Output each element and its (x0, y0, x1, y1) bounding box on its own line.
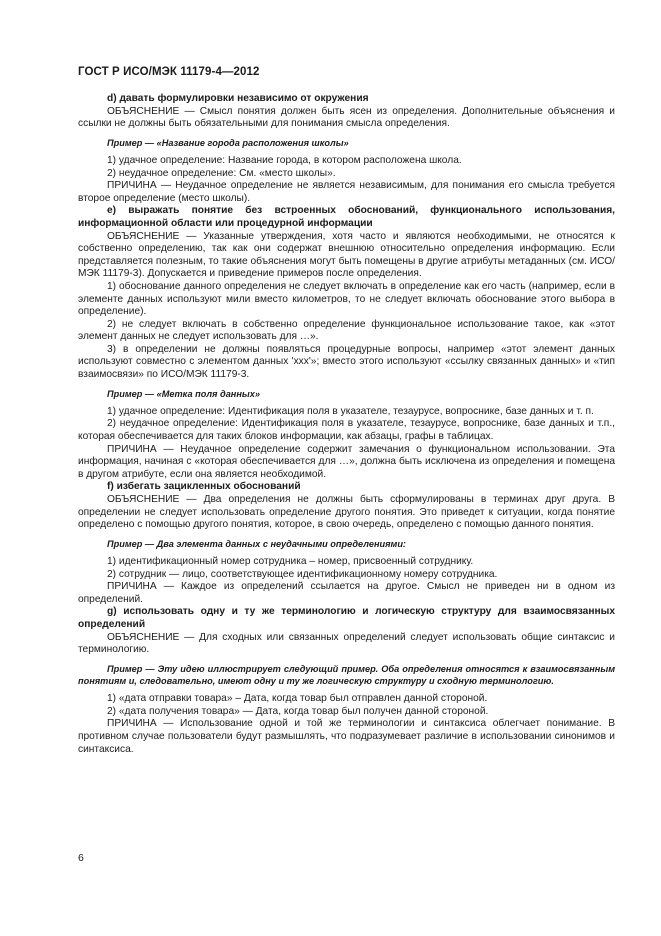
paragraph: 1) удачное определение: Идентификация поля в указателе, тезаурусе, вопроснике, базе данных и т. п. (107, 405, 594, 417)
paragraph: 2) неудачное определение: Идентификация поля в указателе, тезаурусе, вопроснике, базе данных и т.п., которая обеспечивается для таких блоков информации, как абзацы, графы в таблицах. (78, 418, 615, 443)
example-heading: Пример — «Название города расположения школы» (107, 137, 349, 148)
paragraph: ПРИЧИНА — Использование одной и той же терминологии и синтаксиса облегчает понимание. В противном случае пользователи будут размышлять, что подразумевает различие в использовании синонимов и синтаксиса. (78, 718, 615, 755)
paragraph: ОБЪЯСНЕНИЕ — Указанные утверждения, хотя часто и являются необходимыми, не относятся к собственно определению, так как они содержат внешнюю относительно определения информацию. Если представляется полезным, то такие объяснения могут быть помещены в другие атрибуты метаданных (см. ИСО/МЭК 11179-3). Допускается и приведение примеров после определения. (78, 230, 615, 280)
rule-heading: g) использовать одну и ту же терминологию и логическую структуру для взаимосвязанных определений (78, 606, 615, 630)
example-heading: Пример — «Метка поля данных» (107, 388, 260, 399)
running-header: ГОСТ Р ИСО/МЭК 11179-4—2012 (78, 66, 260, 78)
paragraph: 2) неудачное определение: См. «место школы». (107, 167, 336, 179)
paragraph: ПРИЧИНА — Неудачное определение содержит замечания о функциональном использовании. Эта информация, начиная с «которая обеспечивается для …», должна быть исключена из определения и помещена в другом атрибуте, если она является необходимой. (78, 443, 615, 480)
paragraph: 1) «дата отправки товара» – Дата, когда товар был отправлен данной стороной. (107, 693, 488, 705)
paragraph: 2) не следует включать в собственно определение функциональное использование такое, как «этот элемент данных не следует использовать для …». (78, 318, 615, 343)
paragraph: ОБЪЯСНЕНИЕ — Смысл понятия должен быть ясен из определения. Дополнительные объяснения и ссылки не должны быть обязательными для понимания смысла определения. (78, 105, 615, 130)
paragraph: 1) обоснование данного определения не следует включать в определение как его часть (например, если в элементе данных используют мили вместо километров, то не следует включать обоснование этого выбора в определение). (78, 280, 615, 318)
paragraph: 1) идентификационный номер сотрудника – номер, присвоенный сотруднику. (107, 556, 474, 568)
paragraph: 2) сотрудник — лицо, соответствующее идентификационному номеру сотрудника. (107, 568, 498, 580)
paragraph: 2) «дата получения товара» — Дата, когда товар был получен данной стороной. (107, 705, 489, 717)
example-heading: Пример — Два элемента данных с неудачными определениями: (107, 538, 406, 549)
rule-heading: d) давать формулировки независимо от окружения (107, 93, 369, 104)
paragraph: 1) удачное определение: Название города, в котором расположена школа. (107, 154, 462, 166)
rule-heading: е) выражать понятие без встроенных обоснований, функционального использования, информационной области или процедурной информации (78, 205, 615, 229)
example-heading: Пример — Эту идею иллюстрирует следующий пример. Оба определения относятся к взаимосвязанным понятиям и, следовательно, имеют одну и ту же логическую структуру и сходную терминологию. (78, 663, 615, 686)
paragraph: ПРИЧИНА — Неудачное определение не является независимым, для понимания его смысла требуется второе определение (место школы). (78, 180, 615, 204)
paragraph: ПРИЧИНА — Каждое из определений ссылается на другое. Смысл не приведен ни в одном из определений. (78, 581, 615, 605)
page-number: 6 (78, 852, 84, 864)
body-text (78, 93, 615, 756)
paragraph: ОБЪЯСНЕНИЕ — Два определения не должны быть сформулированы в терминах друг друга. В определении не следует использовать определение другого понятия. Это приведет к ситуации, когда понятие определено с помощью другого понятия, которое, в свою очередь, определено с помощью данного понятия. (78, 494, 615, 531)
rule-heading: f) избегать зацикленных обоснований (107, 481, 301, 493)
paragraph: 3) в определении не должны появляться процедурные вопросы, например «этот элемент данных используют совместно с элементом данных 'ххх'»; вместо этого используют «ссылку связанных данных» и «тип взаимосвязи» по ИСО/МЭК 11179-3. (78, 343, 615, 381)
paragraph: ОБЪЯСНЕНИЕ — Для сходных или связанных определений следует использовать общие синтаксис и терминологию. (78, 631, 615, 656)
